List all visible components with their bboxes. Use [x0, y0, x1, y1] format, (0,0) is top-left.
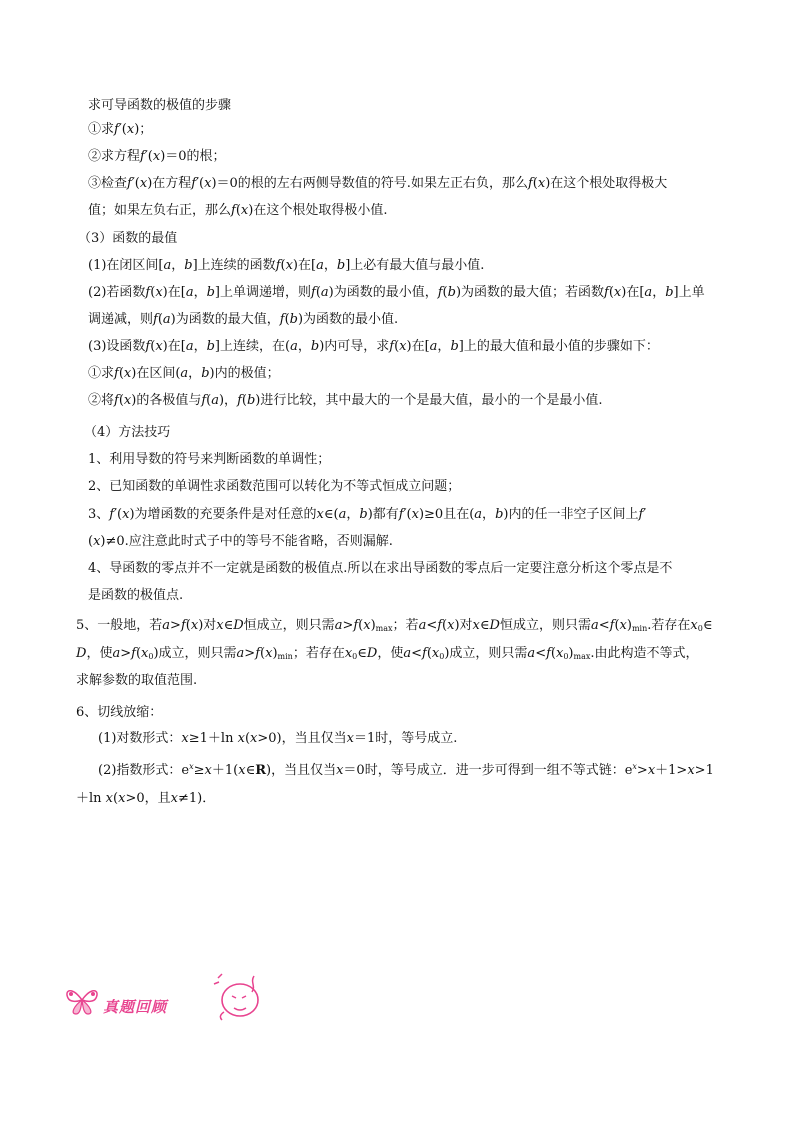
max-min-para-1: (1)在闭区间[a，b]上连续的函数f(x)在[a，b]上必有最大值与最小值. — [88, 258, 485, 273]
item-5-line-2: D，使$a>f(x_0)$成立，则只需$a>f(x)_{min}$；若存在$x_0\in D$，使$a<f(x_0)$成立，则只需$a<f(x_0)_{max}$.由此构造不等式， — [76, 646, 699, 661]
tip-3-line-2: (x)≠0.应注意此时式子中的等号不能省略，否则漏解. — [88, 534, 393, 549]
max-min-para-3: (3)设函数f(x)在[a，b]上连续，在(a，b)内可导，求f(x)在[a，b]上的最大值和最小值的步骤如下： — [88, 339, 659, 354]
tip-3-line-1: 3、f′(x)为增函数的充要条件是对任意的x∈(a，b)都有f′(x)≥0且在(a，b)内的任一非空子区间上f′ — [88, 507, 647, 522]
tip-2: 2、已知函数的单调性求函数范围可以转化为不等式恒成立问题； — [88, 479, 461, 494]
butterfly-icon — [62, 982, 102, 1022]
section-heading-max-min: （3）函数的最值 — [78, 231, 178, 246]
exp-form-line-2: ＋ln x(x>0，且x≠1)． — [76, 791, 216, 806]
item-5-line-3: 求解参数的取值范围. — [76, 673, 198, 688]
max-min-step-2: ②将f(x)的各极值与f(a)，f(b)进行比较，其中最大的一个是最大值，最小的一个是最小值. — [88, 393, 603, 408]
item-5-line-1: 5、一般地，若a>f(x)对x∈D恒成立，则只需$a>f(x)_{max}$；若a<f(x)对x∈D恒成立，则只需$a<f(x)_{min}$.若存在$x_0\in$ — [76, 618, 713, 633]
tip-4-line-1: 4、导函数的零点并不一定就是函数的极值点.所以在求出导函数的零点后一定要注意分析这个零点是不 — [88, 561, 673, 576]
log-form: (1)对数形式：x≥1＋ln x(x>0)，当且仅当x＝1时，等号成立. — [98, 731, 458, 746]
item-6-heading: 6、切线放缩： — [76, 705, 163, 720]
section-heading-tips: （4）方法技巧 — [84, 425, 171, 440]
max-min-para-2-line-1: (2)若函数f(x)在[a，b]上单调递增，则f(a)为函数的最小值，f(b)为函数的最大值；若函数f(x)在[a，b]上单 — [88, 285, 705, 300]
step-3-line-1: ③检查f′(x)在方程f′(x)＝0的根的左右两侧导数值的符号.如果左正右负，那么f(x)在这个根处取得极大 — [88, 176, 668, 191]
tip-1: 1、利用导数的符号来判断函数的单调性； — [88, 452, 331, 467]
step-2: ②求方程f′(x)＝0的根； — [88, 149, 226, 164]
steps-title: 求可导函数的极值的步骤 — [88, 98, 232, 113]
exp-form-line-1: (2)指数形式：$e^x\ge x+1(x\in R)$，当且仅当x＝0时，等号成立．进一步可得到一组不等式链：$e^x>x+1>x>1$ — [98, 762, 714, 778]
banner-title: 真题回顾 — [103, 998, 168, 1016]
step-3-line-2: 值；如果左负右正，那么f(x)在这个根处取得极小值. — [88, 203, 388, 218]
step-1: ①求f′(x)； — [88, 122, 153, 137]
max-min-step-1: ①求f(x)在区间(a，b)内的极值； — [88, 366, 280, 381]
mascot-icon — [210, 972, 270, 1026]
max-min-para-2-line-2: 调递减，则f(a)为函数的最大值，f(b)为函数的最小值. — [88, 312, 399, 327]
tip-4-line-2: 是函数的极值点. — [88, 588, 184, 603]
